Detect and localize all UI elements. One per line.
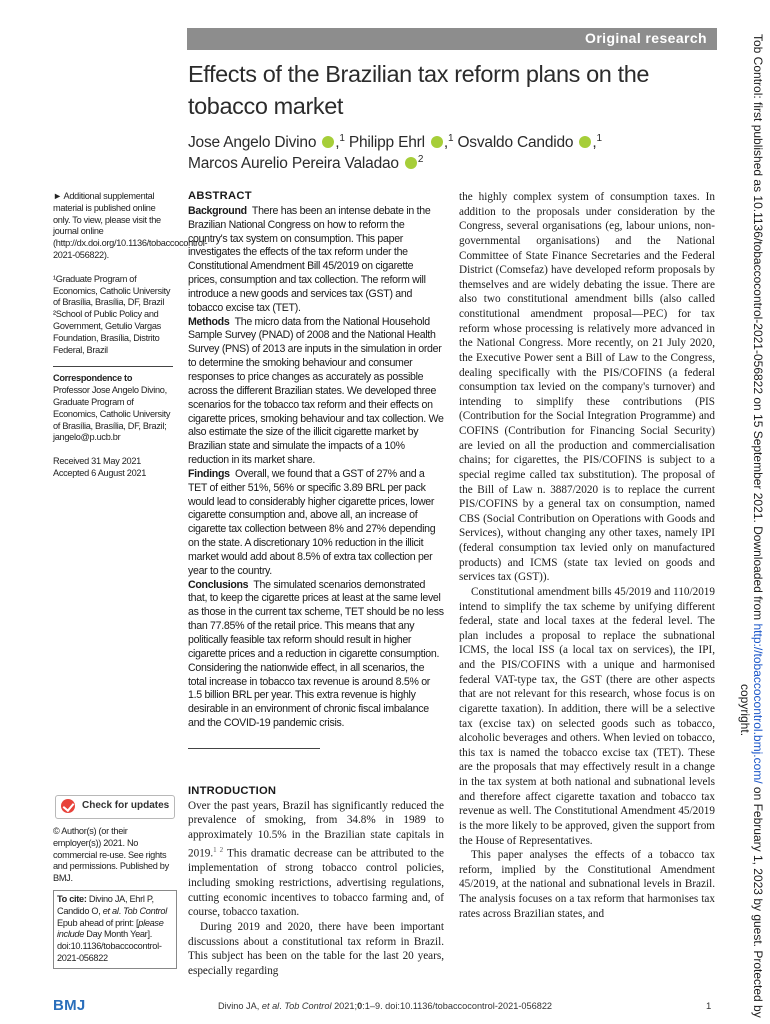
article-sidebar [53,191,208,480]
orcid-icon[interactable] [322,136,334,148]
page-number: 1 [706,1001,712,1012]
intro-paragraph-1 [188,799,444,920]
citation-sep: . [118,905,124,916]
copyright-text: © Author(s) (or their employer(s)) 2021. No commercial re-use. See rights and permissions. Published by BMJ. [53,826,169,884]
footer-sep: . [279,1001,285,1011]
citation-etal: et al [102,905,119,916]
body-paragraph-1: the highly complex system of consumption taxes. In addition to the proposals under consideration by the Congress, several organisations (eg, labour unions, non-governmental organisations) and the National Committee of State Finance Secretaries and the Federal District (Comsefaz) have developed reform proposals by themselves and are widely debating the issue. There are also two constitutional amendment bills (also called constitutional amendment proposal—PEC) for tax reform whose processing is relatively more advanced in the National Congress. More recently, on 21 July 2020, the Executive Power sent a Bill of Law to the Congress, dealing specifically with the PIS/COFINS (a federal consumption tax levied on the company's turnover) and intending to simplify these contributions (PIS (Contribution for the Social Integration Programme) and COFINS (Contribution for Financing Social Security) are levied on all the production and commercialisation chains; for cigarettes, the PIS/COFINS is subject to a special regime called tax substitution). The proposal of the Bill of Law n. 3887/2020 is to replace the current PIS/COFINS by a general tax on consumption, named CBS (Social Contribution on Operations with Goods and Services), without changing any other taxes, namely IPI (federal consumption tax levied only on manufactured products) and ICMS (state tax levied on goods and services tax (GST)). [459,191,715,584]
citation-journal: Tob Control [123,905,167,916]
author-line-2 [188,150,423,174]
reference-link[interactable]: 1 2 [213,845,224,854]
author-name[interactable]: Marcos Aurelio Pereira Valadao [188,155,399,173]
abstract-conclusions [188,579,444,731]
section-banner [187,28,717,50]
author-line-1: Jose Angelo Divino ,$^1$ Philipp Ehrl ,$^1$ Osvaldo Candido ,$^1$ [188,133,602,152]
intro-text: This dramatic decrease can be attributed to the implementation of strong tobacco control policies, including smoking restrictions, advertising regulations, cutting economic incentives to tobacco farming and, of course, tobacco taxation. [188,847,444,919]
accepted-date: Accepted 6 August 2021 [53,467,147,478]
citation-doi: Day Month Year]. doi:10.1136/tobaccocontrol-2021-056822 [57,929,162,963]
footer-citation [0,1001,770,1011]
introduction-section [188,784,444,979]
check-updates-label: Check for updates [82,800,170,811]
methods-heading: Methods [188,315,230,328]
author-name[interactable]: Osvaldo Candido [457,134,574,152]
copyright-notice [53,826,173,885]
citation-text: Divino JA, Ehrl P, Candido O, [57,894,154,916]
section-label: Original research [585,30,707,46]
background-text: There has been an intense debate in the Brazilian National Congress on how to reform the country's tax system on consumption. This paper investigates the effects of the tax reform under the Constitutional Amendment Bill 45/2019 on cigarette prices, consumption and tax collection. The reform will introduce a new goods and services tax (GST) and tobacco excise tax (TET). [188,204,431,314]
affiliation-marker: 1 [339,133,345,144]
article-title: Effects of the Brazilian tax reform plans on the tobacco market [188,61,650,119]
body-paragraph-3: This paper analyses the effects of a tobacco tax reform, implied by the Constitutional Amendment 45/2019, at the national and subnational levels in Brazil. The analysis focuses on a tax reform that harmonises tax rates across Brazilian states, and [459,849,715,920]
affiliation-marker: 2 [417,154,424,165]
intro-text: Over the past years, Brazil has significantly reduced the prevalence of smoking, from 34.8% in 1989 to approximately 10.5% in the Brazilian state capitals in 2019. [188,799,444,860]
check-for-updates-button[interactable] [55,795,175,819]
vertical-line-1 [751,34,765,1018]
vertical-line-2: copyright. [738,684,752,737]
affiliation-2: ²School of Public Policy and Government, Getulio Vargas Foundation, Brasília, Distrito Federal, Brazil [53,309,161,355]
citation-epub: Epub ahead of print: [ [57,917,139,928]
abstract-methods [188,316,444,468]
journal-link[interactable]: http://tobaccocontrol.bmj.com/ [751,623,765,784]
affiliation-marker: 1 [447,133,454,144]
bmj-logo: BMJ [53,997,86,1014]
sidebar-divider [53,366,173,367]
abstract-findings [188,468,444,579]
author-name[interactable]: Philipp Ehrl [348,134,425,152]
footer-journal-name: Tob Control [284,1001,332,1011]
vertical-text: Tob Control: first published as 10.1136/tobaccocontrol-2021-056822 on 15 September 2021. Downloaded from [751,34,765,624]
orcid-icon[interactable] [579,136,591,148]
vertical-text: on February 1, 2023 by guest. Protected by [751,783,765,1018]
citation-please: please include [57,917,164,940]
findings-text: Overall, we found that a GST of 27% and a TET of either 51%, 56% or specific 3.89 BRL per pack would lead to considerably higher cigarette prices, lower cigarette consumption and, above all, an increase of cigarette tax collection between 8% and 27% depending on the state. A discretionary 10% reduction in the illicit market would add about 8.5% of extra tax collection per year to the country. [188,467,436,577]
correspondence-text: Professor Jose Angelo Divino, Graduate Program of Economics, Catholic University of Brasília, Brasília, DF, Brazil; jangelo@p.ucb.br [53,385,171,443]
findings-heading: Findings [188,467,230,480]
abstract-heading: ABSTRACT [188,190,252,202]
abstract-divider [188,748,320,749]
abstract-section [188,190,444,731]
footer-etal: et al [261,1001,280,1011]
orcid-icon[interactable] [405,157,417,169]
background-heading: Background [188,204,247,217]
vertical-download-notice [738,34,765,1018]
footer-doi: :1–9. doi:10.1136/tobaccocontrol-2021-056822 [362,1001,553,1011]
affiliation-marker: 1 [596,133,602,144]
footer-authors: Divino JA, [217,1001,262,1011]
abstract-background [188,205,444,316]
affiliation-1: ¹Graduate Program of Economics, Catholic University of Brasília, Brasília, DF, Brazil [53,273,171,308]
introduction-heading: INTRODUCTION [188,785,277,797]
body-column-right [459,190,715,921]
orcid-icon[interactable] [431,136,443,148]
footer-year: 2021; [331,1001,358,1011]
citation-box [53,890,177,969]
correspondence-heading: Correspondence to [53,373,133,384]
footer-volume: 0 [357,1001,363,1011]
conclusions-text: The simulated scenarios demonstrated that, to keep the cigarette prices at least at the same level as those in the current tax scheme, TET should be no less than 77.85% of the retail price. This means that any politically feasible tax reform should result in higher cigarette prices and a reduction in cigarette consumption. Considering the nationwide effect, in all scenarios, the total increase in tobacco tax revenue is around 8.5% or 1.5 billion BRL per year. This extra revenue is highly desirable in an environment of chronic fiscal imbalance and the COVID-19 pandemic crisis. [188,578,444,730]
body-paragraph-2: Constitutional amendment bills 45/2019 and 110/2019 intend to simplify the tax scheme by unifying different federal, state and local taxes at the federal level. The plan includes a proposal to replace the subnational ICMS, the local ISS (a local tax on services), the IPI, and the PIS/COFINS with a unique and harmonised federal VAT-type tax, the GST (there are other aspects that are not relevant for this research, whose focus is on cigarette taxation). In addition, there will be a selective tax (excise tax) on selected goods such as tobacco, alcoholic beverages and others. When levied on tobacco, this tax is named the tobacco excise tax (TET). These are the proposals that may effectively result in a change in the tax system at both national and subnational levels and therefore affect cigarette taxation and tobacco tax revenue as well. The Constitutional Amendment 45/2019 is the more likely to be approved, given the support from the House of Representatives. [459,585,715,847]
received-date: Received 31 May 2021 [53,456,141,467]
supplemental-note[interactable]: ► Additional supplemental material is published online only. To view, please visit the journal online (http://dx.doi.org/10.1136/tobaccocontrol-2021-056822). [53,191,208,260]
checkmark-icon [61,799,75,813]
methods-text: The micro data from the National Household Sample Survey (PNAD) of 2008 and the National Health Survey (PNS) of 2013 are inputs in the simulation in order to determine the smoking behaviour and consumer responses to price changes as accurately as possible across the different Brazilian states. We developed three scenarios for the tobacco tax reform and their effects on cigarette prices, smoking behaviour and tax collection. We also estimate the size of the illicit cigarette market by Brazilian state and simulate the impacts of a 10% reduction in its market share. [188,315,444,467]
author-name[interactable]: Jose Angelo Divino [188,134,317,152]
intro-paragraph-2: During 2019 and 2020, there have been important discussions about a constitutional tax reform in Brazil. This subject has been on the table for the last 20 years, especially regarding [188,921,444,978]
conclusions-heading: Conclusions [188,578,249,591]
citation-label: To cite: [57,894,87,904]
